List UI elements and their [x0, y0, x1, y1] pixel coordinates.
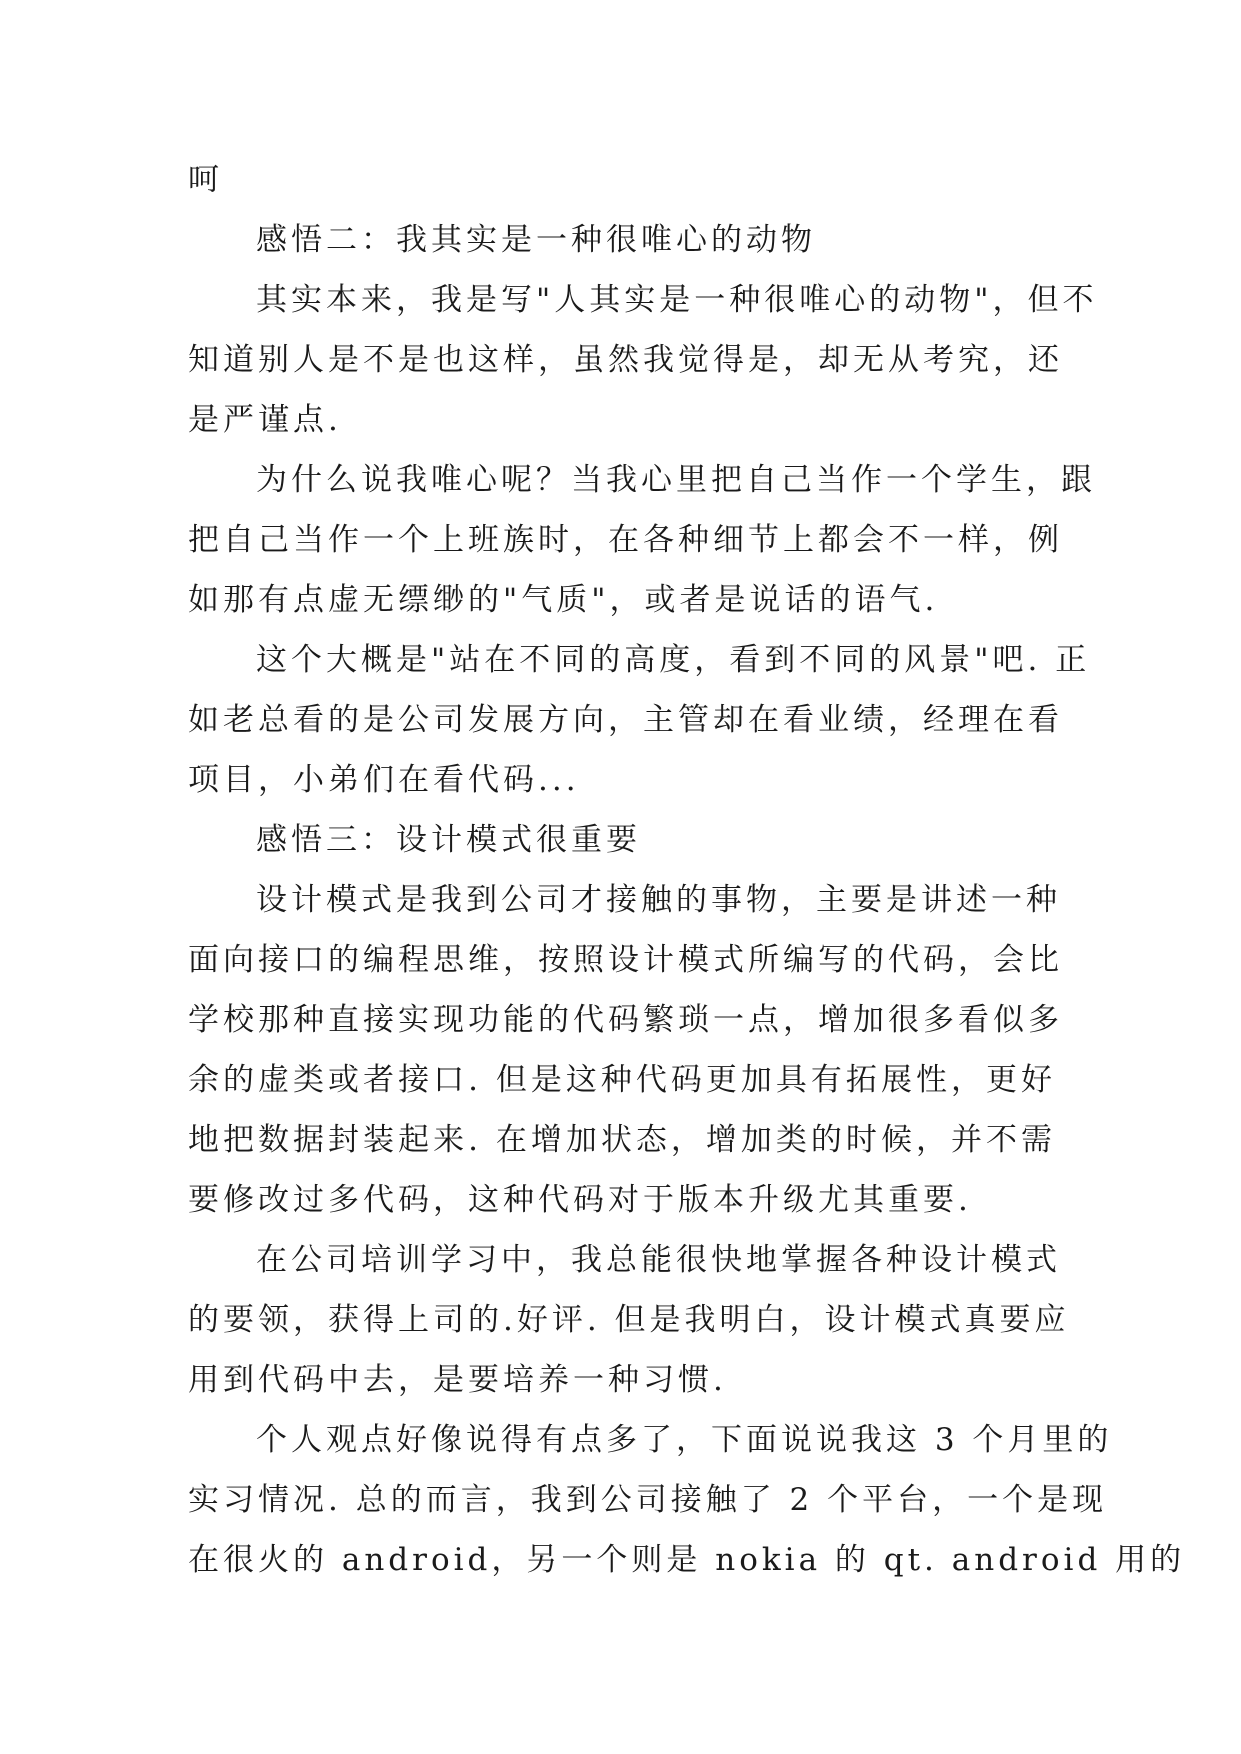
text-line: 为什么说我唯心呢？当我心里把自己当作一个学生，跟 — [256, 462, 1096, 498]
text-line: 用到代码中去，是要培养一种习惯. — [188, 1362, 727, 1398]
section-heading: 感悟二：我其实是一种很唯心的动物 — [256, 222, 816, 258]
text-line: 实习情况. 总的而言，我到公司接触了 2 个平台，一个是现 — [188, 1482, 1108, 1518]
text-line: 余的虚类或者接口. 但是这种代码更加具有拓展性，更好 — [188, 1062, 1056, 1098]
text-line: 面向接口的编程思维，按照设计模式所编写的代码，会比 — [188, 942, 1063, 978]
text-line: 知道别人是不是也这样，虽然我觉得是，却无从考究，还 — [188, 342, 1063, 378]
text-line: 地把数据封装起来. 在增加状态，增加类的时候，并不需 — [188, 1122, 1056, 1158]
text-line: 其实本来，我是写"人其实是一种很唯心的动物"，但不 — [256, 282, 1098, 318]
text-line: 这个大概是"站在不同的高度，看到不同的风景"吧. 正 — [256, 642, 1091, 678]
text-line: 学校那种直接实现功能的代码繁琐一点，增加很多看似多 — [188, 1002, 1063, 1038]
document-body — [188, 150, 1186, 1590]
text-line: 在很火的 android，另一个则是 nokia 的 qt. android 用的 — [188, 1542, 1186, 1578]
text-line: 要修改过多代码，这种代码对于版本升级尤其重要. — [188, 1182, 972, 1218]
text-line: 把自己当作一个上班族时，在各种细节上都会不一样，例 — [188, 522, 1063, 558]
text-line: 在公司培训学习中，我总能很快地掌握各种设计模式 — [256, 1242, 1061, 1278]
text-line: 是严谨点. — [188, 402, 342, 438]
text-line: 如老总看的是公司发展方向，主管却在看业绩，经理在看 — [188, 702, 1063, 738]
text-line: 呵 — [188, 162, 223, 198]
text-line: 的要领，获得上司的.好评. 但是我明白，设计模式真要应 — [188, 1302, 1070, 1338]
text-line: 如那有点虚无缥缈的"气质"，或者是说话的语气. — [188, 582, 939, 618]
text-line: 项目，小弟们在看代码... — [188, 762, 580, 798]
section-heading: 感悟三：设计模式很重要 — [256, 822, 641, 858]
text-line: 个人观点好像说得有点多了，下面说说我这 3 个月里的 — [256, 1422, 1113, 1458]
text-line: 设计模式是我到公司才接触的事物，主要是讲述一种 — [256, 882, 1061, 918]
